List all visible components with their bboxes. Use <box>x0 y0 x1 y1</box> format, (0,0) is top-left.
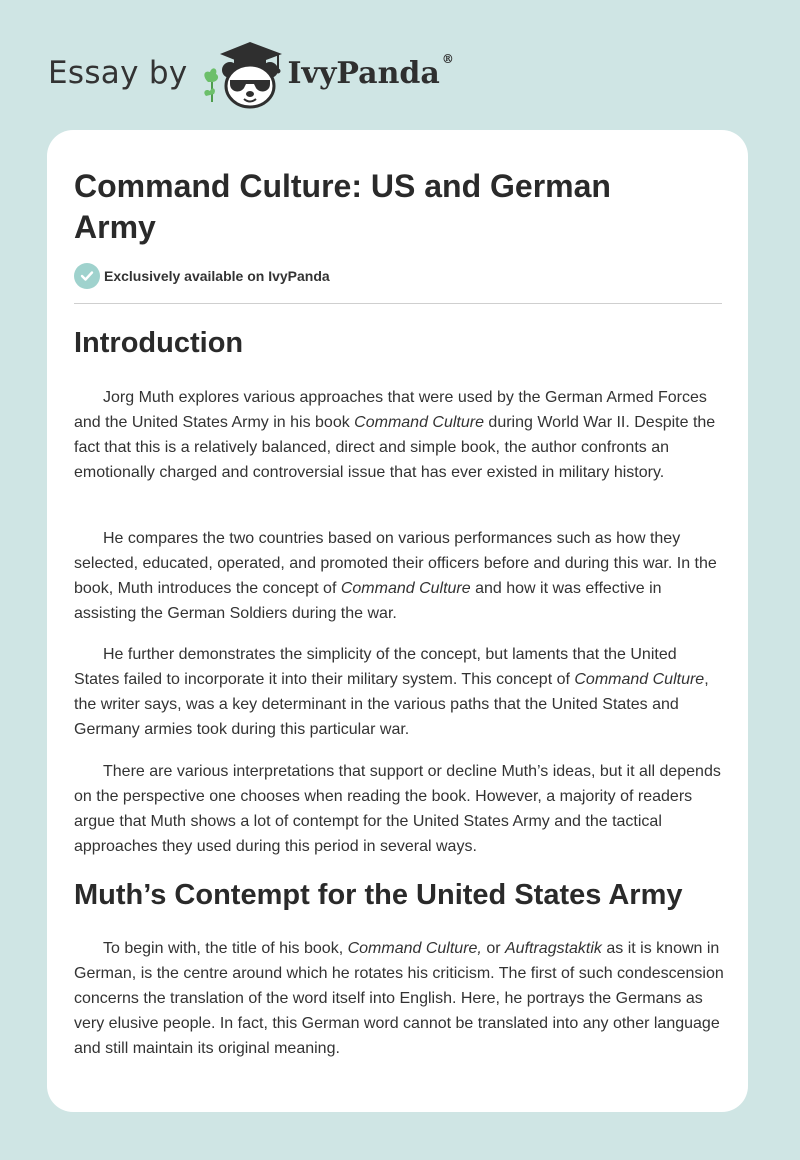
paragraph <box>74 385 726 485</box>
paragraph-text: and how it was effective in assisting the German Soldiers during the war. <box>74 580 662 622</box>
paragraph-text: or <box>481 940 505 957</box>
book-title-emphasis: Command Culture <box>574 671 705 688</box>
paragraph-text: Jorg Muth explores various approaches that were used by the German Armed Forces and the United States Army in his book <box>74 389 707 431</box>
paragraph-text: He compares the two countries based on various performances such as how they selected, educated, operated, and promoted their officers before and during this war. In the book, Muth introduces the concept of <box>74 530 717 597</box>
paragraph <box>74 759 726 859</box>
essay-card <box>47 130 748 1112</box>
paragraph <box>74 642 726 742</box>
panda-graduate-icon <box>200 36 292 110</box>
book-title-emphasis: Command Culture, <box>347 940 482 957</box>
paragraph-text: as it is known in German, is the centre around which he rotates his criticism. The first of such condescension concerns the translation of the word itself into English. Here, he portrays the Germans as very elusive people. In fact, this German word cannot be translated into any other language and still maintain its original meaning. <box>74 940 724 1057</box>
book-title-emphasis: Command Culture <box>354 414 484 431</box>
section-heading-introduction: Introduction <box>74 327 244 359</box>
brand-header <box>48 36 454 110</box>
section-heading-contempt: Muth’s Contempt for the United States Army <box>74 879 683 911</box>
paragraph <box>74 526 726 626</box>
registered-mark: ® <box>441 51 454 66</box>
paragraph-text: To begin with, the title of his book, <box>103 940 348 957</box>
paragraph-text: He further demonstrates the simplicity of the concept, but laments that the United States failed to incorporate it into their military system. This concept of <box>74 646 677 688</box>
brand-name <box>287 51 454 91</box>
paragraph <box>74 936 726 1061</box>
title-divider <box>74 303 722 304</box>
brand-prefix: Essay by <box>48 55 188 91</box>
paragraph-text: , the writer says, was a key determinant in the various paths that the United States and Germany armies took during this particular war. <box>74 671 709 738</box>
check-icon <box>74 263 100 289</box>
brand-name-text: IvyPanda <box>287 55 440 91</box>
essay-title: Command Culture: US and German Army <box>74 168 611 245</box>
exclusive-badge <box>74 263 330 289</box>
badge-label: Exclusively available on IvyPanda <box>104 268 330 284</box>
german-term-emphasis: Auftragstaktik <box>505 940 602 957</box>
paragraph-text: There are various interpretations that support or decline Muth’s ideas, but it all depends on the perspective one chooses when reading the book. However, a majority of readers argue that Muth shows a lot of contempt for the United States Army and the tactical approaches they used during this period in several ways. <box>74 763 721 855</box>
book-title-emphasis: Command Culture <box>340 580 471 597</box>
paragraph-text: during World War II. Despite the fact that this is a relatively balanced, direct and simple book, the author confronts an emotionally charged and controversial issue that has ever existed in military history. <box>74 414 716 481</box>
